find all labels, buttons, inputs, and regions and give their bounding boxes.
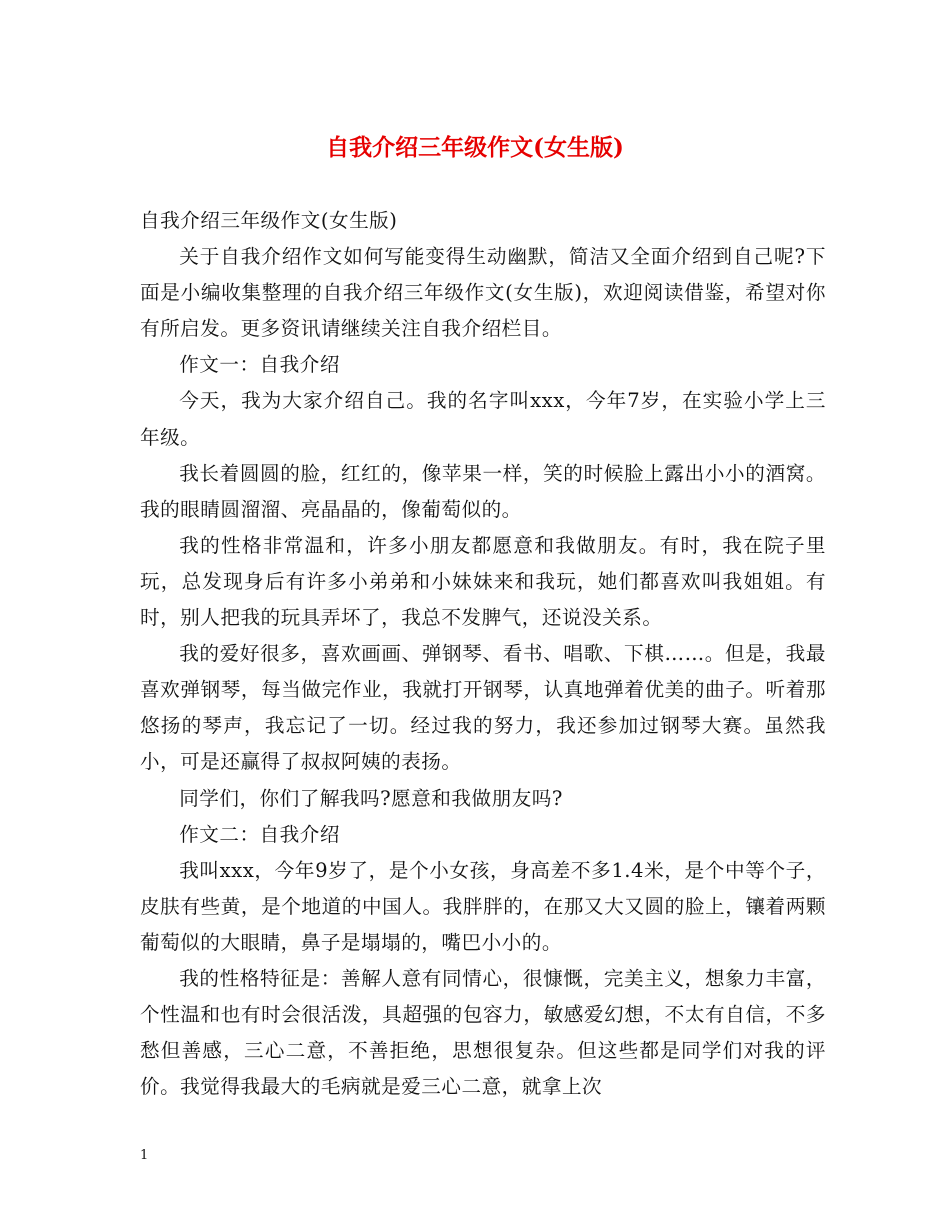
page-number: 1 (140, 1148, 149, 1163)
paragraph: 我的爱好很多，喜欢画画、弹钢琴、看书、唱歌、下棋……。但是，我最喜欢弹钢琴，每当做完作业，我就打开钢琴，认真地弹着优美的曲子。听着那悠扬的琴声，我忘记了一切。经过我的努力，我还参加过钢琴大赛。虽然我小，可是还赢得了叔叔阿姨的表扬。 (140, 642, 826, 774)
paragraph: 我叫xxx，今年9岁了，是个小女孩，身高差不多1.4米，是个中等个子，皮肤有些黄，是个地道的中国人。我胖胖的，在那又大又圆的脸上，镶着两颗葡萄似的大眼睛，鼻子是塌塌的，嘴巴小小的。 (140, 858, 826, 954)
document-body (140, 203, 826, 1105)
paragraph-subtitle: 自我介绍三年级作文(女生版) (140, 209, 398, 232)
section-heading-essay-one: 作文一：自我介绍 (179, 353, 340, 377)
paragraph: 我长着圆圆的脸，红红的，像苹果一样，笑的时候脸上露出小小的酒窝。我的眼睛圆溜溜、亮晶晶的，像葡萄似的。 (140, 461, 826, 521)
document-title: 自我介绍三年级作文(女生版) (326, 134, 624, 161)
section-heading-essay-two: 作文二：自我介绍 (179, 822, 340, 846)
paragraph: 我的性格特征是：善解人意有同情心，很慷慨，完美主义，想象力丰富，个性温和也有时会很活泼，具超强的包容力，敏感爱幻想，不太有自信，不多愁但善感，三心二意，不善拒绝，思想很复杂。但这些都是同学们对我的评价。我觉得我最大的毛病就是爱三心二意，就拿上次 (140, 966, 826, 1099)
paragraph: 我的性格非常温和，许多小朋友都愿意和我做朋友。有时，我在院子里玩，总发现身后有许多小弟弟和小妹妹来和我玩，她们都喜欢叫我姐姐。有时，别人把我的玩具弄坏了，我总不发脾气，还说没关系。 (140, 533, 826, 630)
paragraph: 同学们，你们了解我吗?愿意和我做朋友吗? (179, 786, 563, 810)
paragraph-intro: 关于自我介绍作文如何写能变得生动幽默，简洁又全面介绍到自己呢?下面是小编收集整理的自我介绍三年级作文(女生版)，欢迎阅读借鉴，希望对你有所启发。更多资讯请继续关注自我介绍栏目。 (140, 245, 826, 341)
paragraph: 今天，我为大家介绍自己。我的名字叫xxx，今年7岁，在实验小学上三年级。 (140, 389, 826, 449)
